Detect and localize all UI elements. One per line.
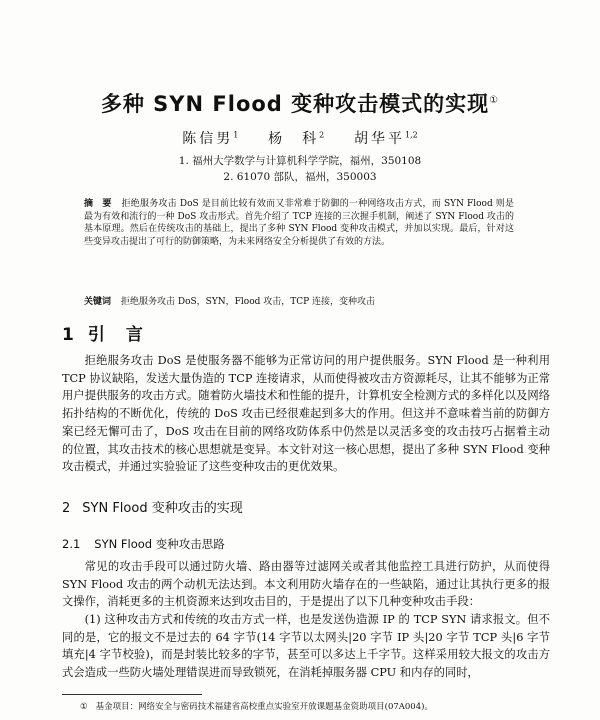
section-1-heading: [62, 320, 145, 345]
title-footnote-mark: ①: [489, 95, 500, 106]
section-number: 2.1: [62, 537, 81, 551]
section-2-heading: [62, 497, 243, 516]
section-2-1-paragraph-1: 常见的攻击手段可以通过防火墙、路由器等过滤网关或者其他监控工具进行防护，从而使得 SYN Flood 攻击的两个动机无法达到。本文利用防火墙存在的一些缺陷，通过让其执行更多的报文操作，消耗更多的主机资源来达到攻击目的，于是提出了以下几种变种攻击手段：: [62, 560, 550, 609]
abstract-text: 拒绝服务攻击 DoS 是目前比较有效而又非常难于防御的一种网络攻击方式，而 SYN Flood 则是最为有效和流行的一种 DoS 攻击形式。首先介绍了 TCP 连接的三次握手机制，阐述了 SYN Flood 攻击的基本原理。然后在传统攻击的基础上，提出了多种 SYN Flood 变种攻击模式，并加以实现。最后，针对这些变异攻击提出了可行的防御策略，为未来网络安全分析提供了有效的方法。: [84, 199, 514, 247]
author: 胡华平$^{1,2}$: [354, 130, 418, 147]
keywords-label: 关键词: [84, 297, 112, 307]
abstract-label: 摘 要: [84, 199, 112, 209]
section-number: 1: [62, 325, 76, 345]
title-text: 多种 SYN Flood 变种攻击模式的实现: [100, 92, 490, 116]
author-list: [0, 128, 600, 148]
section-1-paragraph: 拒绝服务攻击 DoS 是使服务器不能够为正常访问的用户提供服务。SYN Flood 是一种利用 TCP 协议缺陷，发送大量伪造的 TCP 连接请求，从而使得被攻击方资源耗尽，让其不能够为正常用户提供服务的攻击方式。随着防火墙技术和性能的提升，计算机安全检测方式的多样化以及网络拓扑结构的不断优化，传统的 DoS 攻击已经很难起到多大的作用。但这并不意味着当前的防御方案已经无懈可击了，DoS 攻击在目前的网络攻防体系中仍然是以灵活多变的攻击技巧占据着主动的位置，其攻击技术的核心思想就是变异。本文针对这一核心思想，提出了多种 SYN Flood 变种攻击模式，并通过实验验证了这些变种攻击的更优效果。: [62, 354, 550, 474]
keywords-text: 拒绝服务攻击 DoS，SYN，Flood 攻击，TCP 连接，变种攻击: [121, 297, 376, 307]
section-title: SYN Flood 变种攻击的实现: [82, 501, 243, 516]
author: 杨 科$^2$: [268, 130, 325, 147]
abstract: [84, 198, 514, 248]
author: 陈信男$^1$: [182, 130, 239, 147]
affiliation-2: 2. 61070 部队，福州，350003: [223, 171, 377, 183]
section-title: SYN Flood 变种攻击思路: [94, 537, 225, 551]
section-2-1-paragraph-2: (1) 这种攻击方式和传统的攻击方式一样，也是发送伪造源 IP 的 TCP SYN 请求报文。但不同的是，它的报文不是过去的 64 字节(14 字节以太网头|20 字节 IP 头|20 字节 TCP 头|6 字节填充|4 字节校验)，而是封装比较多的字节，甚至可以多达上千字节。这样采用较大报文的攻击方式会造成一些防火墙处理错误进而导致锁死，在消耗掉服务器 CPU 和内存的同时，: [62, 613, 550, 680]
affiliation-1: 1. 福州大学数学与计算机科学学院，福州，350108: [178, 155, 422, 167]
section-title: 引 言: [87, 325, 145, 345]
keywords: [84, 294, 514, 307]
section-number: 2: [62, 501, 71, 516]
footnote: [80, 700, 433, 712]
footnote-mark: ①: [80, 702, 88, 712]
footnote-text: 基金项目：网络安全与密码技术福建省高校重点实验室开放课题基金资助项目(07A004)。: [95, 702, 433, 712]
footnote-divider: [62, 694, 202, 695]
paper-title: [0, 88, 600, 118]
section-2-1-heading: [62, 536, 225, 552]
